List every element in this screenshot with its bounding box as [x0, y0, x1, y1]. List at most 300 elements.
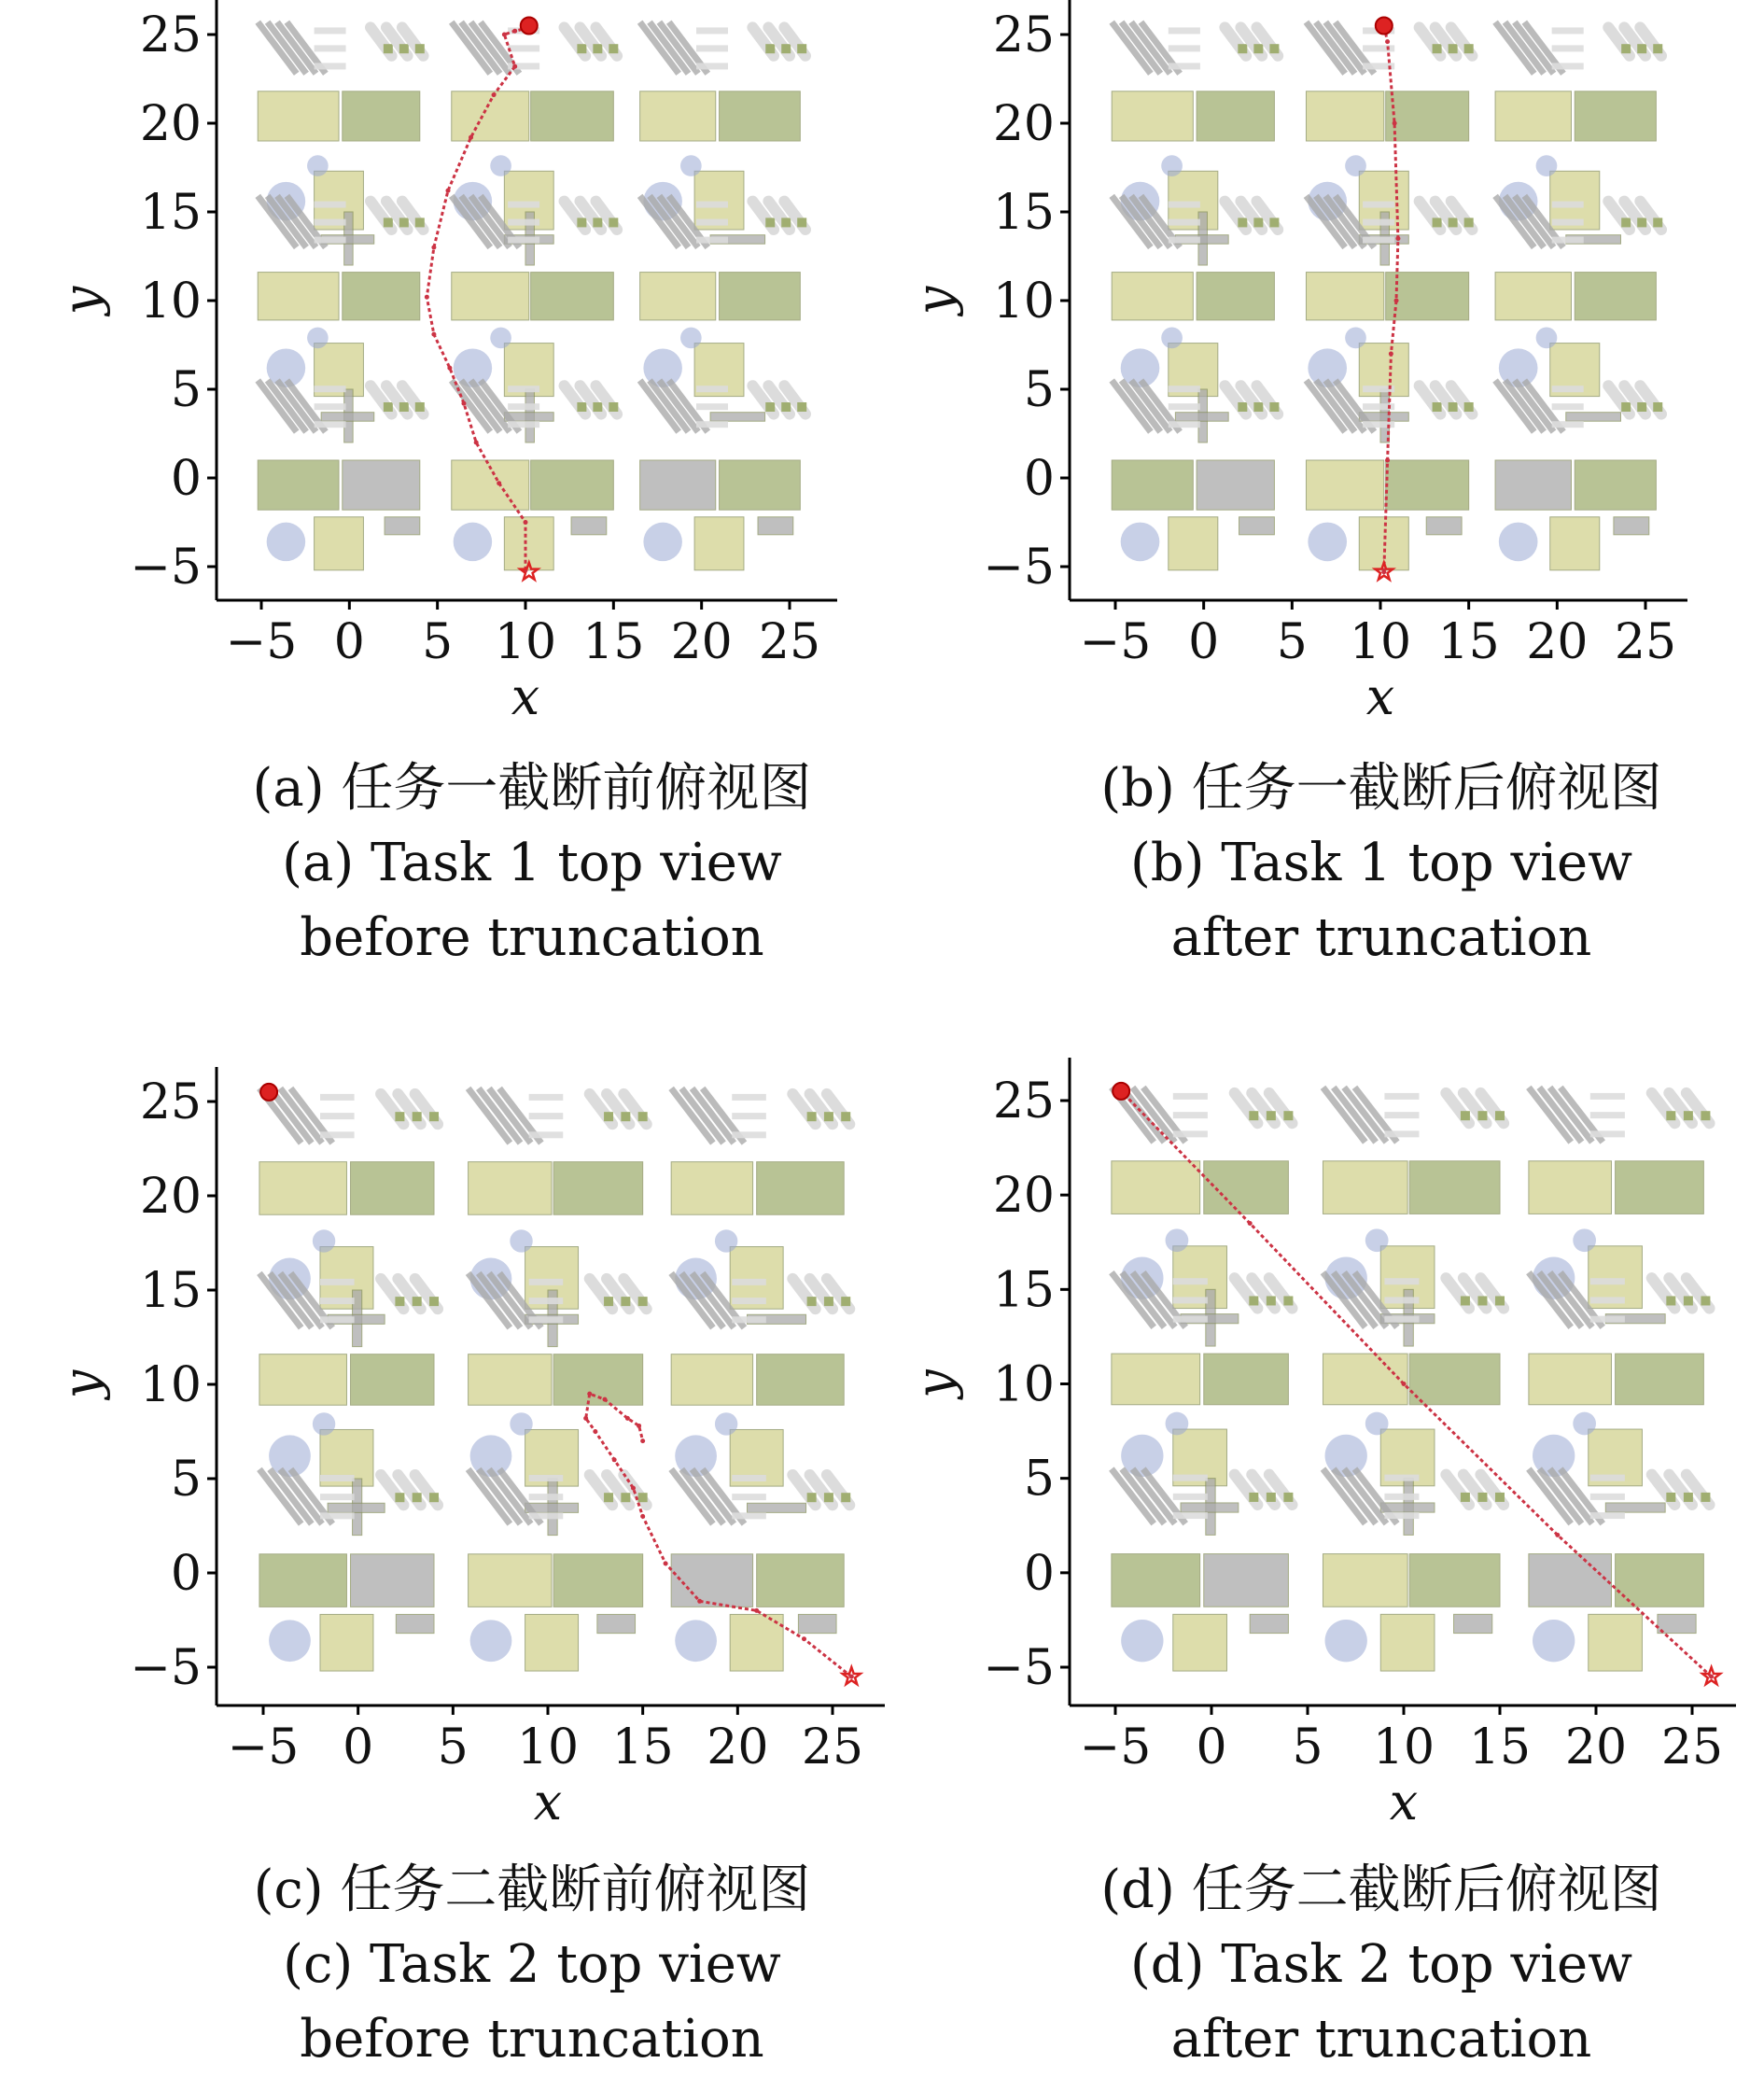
building-bar [732, 1475, 766, 1481]
building [671, 1162, 752, 1215]
building [597, 1614, 636, 1633]
building-cross [621, 1297, 630, 1306]
path-point [802, 1636, 806, 1641]
caption-a-cn: (a) 任务一截断前俯视图 [252, 758, 812, 819]
y-tick-label: 20 [992, 96, 1055, 152]
y-tick-label: 25 [139, 7, 202, 63]
building-round [1345, 155, 1366, 176]
path-point [603, 1397, 608, 1402]
x-tick-label: 0 [343, 1719, 374, 1775]
building-cross [1477, 1111, 1487, 1120]
building [385, 517, 420, 535]
building [1250, 1614, 1288, 1633]
x-axis-label: x [511, 667, 540, 726]
building [1323, 1354, 1407, 1405]
building-cross [384, 44, 393, 53]
building [531, 460, 614, 510]
y-tick-label: 5 [1023, 1451, 1055, 1508]
y-tick-label: 20 [992, 1168, 1055, 1225]
building-bar [1173, 1112, 1208, 1118]
building [571, 517, 607, 535]
x-tick-label: 20 [1526, 614, 1589, 670]
building [1197, 460, 1274, 510]
building-bar [1384, 1130, 1419, 1137]
building-bar [1173, 1494, 1208, 1500]
building-strip [1550, 1088, 1592, 1143]
building-cross [1684, 1493, 1693, 1502]
building [1454, 1614, 1492, 1633]
path-point [447, 366, 452, 371]
building-round [307, 155, 329, 176]
building-cross [797, 44, 806, 53]
building [720, 460, 801, 510]
building [1409, 1554, 1500, 1607]
building-bar [320, 1475, 355, 1481]
path-point [492, 92, 497, 97]
building-cross [824, 1112, 833, 1121]
goal-marker [260, 1084, 277, 1101]
x-tick-label: 25 [801, 1719, 864, 1775]
building-cross [1477, 1493, 1487, 1502]
building [1529, 1554, 1612, 1607]
y-tick-label: −5 [130, 540, 202, 596]
y-axis-label: y [52, 286, 111, 316]
building-cross [415, 44, 425, 53]
building-round [1533, 1620, 1575, 1662]
building [351, 1354, 434, 1406]
building-cross [638, 1112, 648, 1121]
building-cross [1495, 1296, 1505, 1305]
building-bar [1552, 219, 1584, 226]
path-point [637, 1424, 641, 1428]
chart-panel-d [905, 1058, 1736, 1831]
building-bar [1173, 1297, 1208, 1303]
building-round [643, 523, 682, 562]
building [1239, 517, 1275, 535]
caption-b-cn: (b) 任务一截断后俯视图 [1100, 758, 1662, 819]
building-bar [529, 1475, 564, 1481]
path-line [586, 1394, 852, 1677]
x-tick-label: −5 [225, 614, 298, 670]
building [1323, 1161, 1407, 1214]
building [258, 273, 339, 320]
building-cross [765, 218, 775, 227]
building [469, 1354, 552, 1406]
building [1616, 1161, 1704, 1214]
building-bar [320, 1131, 355, 1138]
building-cross [1238, 44, 1247, 53]
path-point [524, 520, 528, 525]
building-cross [1701, 1296, 1710, 1305]
building [1204, 1354, 1289, 1405]
building-bar [732, 1316, 766, 1323]
building-round [490, 328, 511, 349]
building-cross [1269, 218, 1279, 227]
building-bar [1169, 202, 1200, 208]
building-cross [1269, 44, 1279, 53]
building-bar [696, 27, 728, 34]
y-tick-label: 25 [992, 7, 1055, 63]
building-cross [1653, 402, 1662, 412]
path-point [754, 1608, 759, 1613]
building [259, 1554, 347, 1607]
building [351, 1554, 434, 1607]
building-strip [681, 1469, 723, 1524]
building-strip [693, 1088, 735, 1144]
building-bar [1552, 63, 1584, 69]
building-bar [696, 421, 728, 428]
building-round [1121, 1620, 1163, 1662]
y-tick-label: −5 [130, 1640, 202, 1696]
building-round [715, 1229, 737, 1252]
building-bar [320, 1113, 355, 1119]
building-round [490, 155, 511, 176]
caption-c-en-2: before truncation [300, 2009, 764, 2070]
building-cross [1621, 44, 1631, 53]
building [1386, 273, 1469, 320]
building [553, 1162, 643, 1215]
map-layer [258, 22, 806, 570]
building [1575, 460, 1656, 510]
building-cross [1449, 402, 1458, 412]
building [1605, 1503, 1665, 1512]
path-point [697, 1599, 702, 1604]
path-point [461, 401, 466, 406]
building-strip [1122, 1469, 1164, 1524]
building-cross [638, 1493, 648, 1502]
building-cross [1464, 218, 1474, 227]
building-bar [320, 1316, 355, 1323]
building-cross [841, 1112, 850, 1121]
x-tick-label: 25 [1660, 1719, 1724, 1775]
path-point [1709, 1675, 1714, 1679]
building-round [1345, 328, 1366, 349]
path-point [593, 1429, 597, 1434]
building-cross [621, 1493, 630, 1502]
building-bar [1173, 1093, 1208, 1100]
building-cross [1449, 218, 1458, 227]
building-strip [1133, 1469, 1175, 1524]
building-bar [315, 237, 346, 244]
building-cross [604, 1112, 613, 1121]
building [1616, 1354, 1704, 1405]
building-cross [1433, 402, 1442, 412]
building-cross [395, 1112, 404, 1121]
building [1575, 273, 1656, 320]
building-bar [1169, 27, 1200, 34]
building-cross [413, 1112, 422, 1121]
building-round [715, 1412, 737, 1435]
building-round [1166, 1412, 1189, 1436]
building-bar [1590, 1316, 1625, 1323]
building [640, 273, 716, 320]
building-bar [1590, 1297, 1625, 1303]
building-round [313, 1229, 335, 1252]
building-bar [315, 403, 346, 410]
x-tick-label: 20 [1564, 1719, 1628, 1775]
building [1112, 1354, 1200, 1405]
building-bar [1552, 45, 1584, 51]
building [452, 273, 529, 320]
building-bar [1384, 1475, 1419, 1481]
building-bar [1169, 421, 1200, 428]
building-bar [320, 1279, 355, 1285]
path-point [1381, 569, 1386, 574]
building [553, 1554, 643, 1607]
building-cross [1283, 1111, 1293, 1120]
building [320, 1614, 373, 1671]
path-point [612, 1457, 617, 1462]
building-cross [765, 44, 775, 53]
path-point [474, 441, 479, 445]
building-round [1161, 155, 1183, 176]
building [531, 273, 614, 320]
building-round [1308, 523, 1347, 562]
building-cross [1461, 1111, 1470, 1120]
building-cross [429, 1297, 439, 1306]
building-cross [593, 44, 602, 53]
building-bar [1590, 1130, 1625, 1137]
building [1169, 517, 1218, 570]
building-round [1499, 523, 1538, 562]
building [315, 517, 364, 570]
building [720, 273, 801, 320]
building-round [1365, 1228, 1389, 1252]
map-layer [1112, 22, 1662, 570]
y-tick-label: 25 [139, 1074, 202, 1130]
building-cross [384, 402, 393, 412]
building-round [1121, 523, 1160, 562]
path-point [512, 29, 517, 34]
path-point [625, 1416, 630, 1421]
y-tick-label: 15 [139, 1263, 202, 1319]
building-round [470, 1620, 512, 1662]
y-tick-label: 5 [1023, 362, 1055, 418]
chart-panel-c [52, 1067, 885, 1831]
building [1197, 273, 1274, 320]
building-bar [1552, 27, 1584, 34]
building-bar [529, 1298, 564, 1304]
building-bar [315, 386, 346, 392]
caption-d-cn: (d) 任务二截断后俯视图 [1100, 1859, 1662, 1920]
building-bar [529, 1512, 564, 1519]
building-bar [529, 1316, 564, 1323]
building-cross [399, 218, 409, 227]
building-cross [1449, 44, 1458, 53]
x-tick-label: 10 [1372, 1719, 1435, 1775]
building-bar [732, 1131, 766, 1138]
building-cross [1701, 1493, 1710, 1502]
x-tick-label: −5 [1079, 1719, 1152, 1775]
building-round [269, 1620, 311, 1662]
building-cross [1267, 1493, 1276, 1502]
path-point [1385, 458, 1390, 463]
building-strip [693, 1469, 735, 1524]
building-cross [1433, 44, 1442, 53]
building-strip [479, 1469, 521, 1524]
building-bar [508, 219, 539, 226]
building-cross [1666, 1296, 1675, 1305]
caption-d [980, 1853, 1764, 2077]
building-strip [280, 1088, 322, 1144]
building-cross [413, 1493, 422, 1502]
building [757, 1162, 845, 1215]
building-bar [508, 237, 539, 244]
building-cross [399, 44, 409, 53]
building-cross [1238, 218, 1247, 227]
building [1173, 1614, 1227, 1671]
building-bar [1169, 45, 1200, 51]
caption-a [131, 751, 933, 975]
caption-c-cn: (c) 任务二截断前俯视图 [253, 1859, 811, 1920]
building-round [675, 1620, 717, 1662]
y-tick-label: 15 [139, 185, 202, 241]
building-bar [696, 202, 728, 208]
y-tick-label: 0 [1023, 1545, 1055, 1602]
y-tick-label: 10 [992, 274, 1055, 330]
building-strip [1133, 1088, 1175, 1143]
building-cross [824, 1297, 833, 1306]
path-point [1402, 1382, 1407, 1386]
building-round [1365, 1412, 1389, 1436]
building [343, 91, 420, 141]
building-bar [1552, 421, 1584, 428]
caption-d-en-2: after truncation [1170, 2009, 1592, 2070]
building-bar [1552, 202, 1584, 208]
caption-d-en-1: (d) Task 2 top view [1129, 1934, 1633, 1995]
building-bar [732, 1512, 766, 1519]
building-bar [1552, 237, 1584, 244]
building-bar [696, 45, 728, 51]
building-bar [1590, 1278, 1625, 1284]
building-bar [1590, 1475, 1625, 1481]
x-tick-label: 0 [1188, 614, 1220, 670]
building-bar [1363, 219, 1394, 226]
building-cross [781, 44, 791, 53]
building-cross [413, 1297, 422, 1306]
building-bar [1590, 1512, 1625, 1519]
y-tick-label: −5 [983, 540, 1055, 596]
x-tick-label: 0 [1196, 1719, 1227, 1775]
building-bar [1384, 1297, 1419, 1303]
y-tick-label: 15 [992, 185, 1055, 241]
building [1409, 1161, 1500, 1214]
building-bar [732, 1094, 766, 1101]
building [258, 91, 339, 141]
path-point [1555, 1533, 1560, 1537]
building-cross [1653, 44, 1662, 53]
building [1550, 517, 1600, 570]
y-tick-label: 5 [170, 1452, 202, 1508]
building-cross [1249, 1111, 1258, 1120]
building-round [454, 523, 493, 562]
building-bar [1173, 1278, 1208, 1284]
building-bar [508, 202, 539, 208]
building-bar [1590, 1093, 1625, 1100]
building-cross [807, 1112, 817, 1121]
y-tick-label: 0 [170, 451, 202, 507]
path-point [1394, 299, 1399, 303]
building-cross [429, 1493, 439, 1502]
y-tick-label: 25 [992, 1074, 1055, 1130]
building-bar [732, 1298, 766, 1304]
building-strip [489, 1088, 531, 1144]
x-axis-label: x [1389, 1773, 1419, 1831]
building [469, 1162, 552, 1215]
building [396, 1614, 434, 1633]
building-bar [1552, 403, 1584, 410]
building-bar [1363, 237, 1394, 244]
building-bar [732, 1494, 766, 1500]
building-strip [1334, 1469, 1376, 1524]
building [671, 1554, 752, 1607]
building [1112, 1554, 1200, 1607]
building [758, 517, 793, 535]
building-strip [1550, 1469, 1592, 1524]
building-bar [1363, 45, 1394, 51]
building-strip [1344, 1088, 1386, 1143]
building-cross [609, 402, 618, 412]
building-bar [508, 386, 539, 392]
building [1614, 517, 1649, 535]
building-round [1536, 155, 1558, 176]
building-cross [797, 218, 806, 227]
building-cross [621, 1112, 630, 1121]
x-tick-label: 5 [422, 614, 454, 670]
building [1386, 91, 1469, 141]
building-bar [696, 403, 728, 410]
building-cross [395, 1297, 404, 1306]
building-bar [732, 1113, 766, 1119]
x-tick-label: 15 [611, 1719, 674, 1775]
building [351, 1162, 434, 1215]
building [1386, 460, 1469, 510]
building-bar [696, 63, 728, 69]
x-tick-label: 20 [707, 1719, 769, 1775]
y-tick-label: 20 [139, 1169, 202, 1225]
building-bar [320, 1094, 355, 1101]
building-cross [415, 218, 425, 227]
path-point [640, 1514, 645, 1519]
path-point [1393, 121, 1397, 126]
building-strip [270, 1469, 312, 1524]
map-layer [259, 1088, 850, 1671]
building-cross [577, 218, 586, 227]
building [1181, 1503, 1239, 1512]
y-tick-label: 0 [1023, 451, 1055, 507]
building-strip [1344, 1469, 1386, 1524]
building-bar [1173, 1130, 1208, 1137]
path-point [431, 246, 436, 250]
building-cross [604, 1493, 613, 1502]
building-cross [841, 1493, 850, 1502]
building-cross [384, 218, 393, 227]
x-tick-label: 15 [1437, 614, 1500, 670]
building-round [1536, 328, 1558, 349]
building-cross [593, 218, 602, 227]
caption-a-en-2: before truncation [300, 907, 764, 968]
x-tick-label: 5 [437, 1719, 469, 1775]
caption-c [131, 1853, 933, 2077]
building-cross [1621, 218, 1631, 227]
building-round [1573, 1228, 1596, 1252]
path-point [425, 295, 429, 300]
building [1575, 91, 1656, 141]
building-bar [529, 1279, 564, 1285]
goal-marker [1113, 1083, 1129, 1100]
building-bar [1384, 1278, 1419, 1284]
building-strip [1334, 1088, 1376, 1143]
